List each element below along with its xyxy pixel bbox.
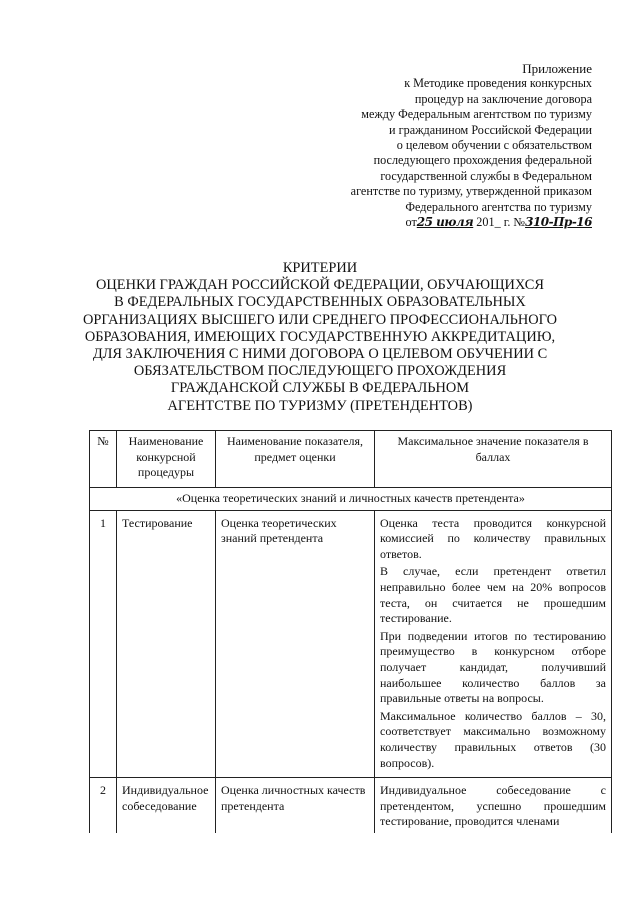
date-prefix: от: [405, 215, 417, 230]
score-paragraph: При подведении итогов по тестированию преимущество в конкурсном отборе получает кандидат, получивший наибольшее количество баллов за правильные ответы на вопросы.: [380, 628, 606, 706]
title-line: ОЦЕНКИ ГРАЖДАН РОССИЙСКОЙ ФЕДЕРАЦИИ, ОБУЧАЮЩИХСЯ: [96, 277, 544, 294]
table-header-row: [90, 431, 612, 488]
year-text: 201_ г. №: [473, 215, 526, 230]
title-line: ОБРАЗОВАНИЯ, ИМЕЮЩИХ ГОСУДАРСТВЕННУЮ АККРЕДИТАЦИЮ,: [84, 328, 556, 345]
title-line: ДЛЯ ЗАКЛЮЧЕНИЯ С НИМИ ДОГОВОРА О ЦЕЛЕВОМ ОБУЧЕНИИ С: [92, 346, 548, 363]
title-line: ОБЯЗАТЕЛЬСТВОМ ПОСЛЕДУЮЩЕГО ПРОХОЖДЕНИЯ: [133, 363, 507, 380]
appendix-line: государственной службы в Федеральном: [380, 168, 592, 183]
header-indicator: Наименование показателя, предмет оценки: [216, 431, 375, 488]
appendix-heading: Приложение: [522, 61, 592, 76]
appendix-line: между Федеральным агентством по туризму: [361, 107, 592, 122]
row-indicator: Оценка теоретических знаний претендента: [216, 510, 375, 778]
appendix-line: Федерального агентства по туризму: [405, 199, 592, 214]
header-procedure: Наименование конкурсной процедуры: [117, 431, 216, 488]
appendix-line: последующего прохождения федеральной: [373, 153, 592, 168]
header-num: №: [90, 431, 117, 488]
title-line: В ФЕДЕРАЛЬНЫХ ГОСУДАРСТВЕННЫХ ОБРАЗОВАТЕЛЬНЫХ: [114, 294, 526, 311]
document-title: [70, 260, 570, 415]
section-row: [90, 488, 612, 511]
header-max-score: Максимальное значение показателя в баллах: [375, 431, 612, 488]
score-paragraph: В случае, если претендент ответил неправильно более чем на 20% вопросов теста, он считается не прошедшим тестирование.: [380, 564, 606, 626]
handwritten-order-number: 310-Пр-16: [525, 215, 592, 230]
score-paragraph: Оценка теста проводится конкурсной комиссией по количеству правильных ответов.: [380, 515, 606, 561]
handwritten-date: 25 июля: [416, 215, 474, 230]
appendix-line: и гражданином Российской Федерации: [389, 122, 592, 137]
row-procedure: Индивидуальное собеседование: [117, 778, 216, 833]
appendix-line: процедур на заключение договора: [414, 91, 592, 106]
title-line: ГРАЖДАНСКОЙ СЛУЖБЫ В ФЕДЕРАЛЬНОМ: [170, 380, 470, 397]
row-procedure: Тестирование: [117, 510, 216, 778]
row-max-score: [375, 510, 612, 778]
appendix-line: к Методике проведения конкурсных: [404, 76, 592, 91]
appendix-line: агентстве по туризму, утвержденной приказом: [350, 184, 592, 199]
row-num: 1: [90, 510, 117, 778]
row-num: 2: [90, 778, 117, 833]
criteria-table: [89, 430, 612, 833]
appendix-line: о целевом обучении с обязательством: [396, 138, 592, 153]
table-row: [90, 778, 612, 833]
title-line: АГЕНТСТВЕ ПО ТУРИЗМУ (ПРЕТЕНДЕНТОВ): [167, 397, 473, 414]
title-line: ОРГАНИЗАЦИЯХ ВЫСШЕГО ИЛИ СРЕДНЕГО ПРОФЕССИОНАЛЬНОГО: [82, 311, 558, 328]
score-paragraph: Максимальное количество баллов – 30, соответствует максимально возможному количеству правильных ответов (30 вопросов).: [380, 708, 606, 770]
section-title: «Оценка теоретических знаний и личностных качеств претендента»: [90, 488, 612, 511]
table-row: [90, 510, 612, 778]
appendix-block: [300, 61, 592, 230]
order-date-line: [300, 215, 592, 230]
row-indicator: Оценка личностных качеств претендента: [216, 778, 375, 833]
title-line: КРИТЕРИИ: [282, 260, 358, 276]
row-max-score: Индивидуальное собеседование с претендентом, успешно прошедшим тестирование, проводится членами: [375, 778, 612, 833]
